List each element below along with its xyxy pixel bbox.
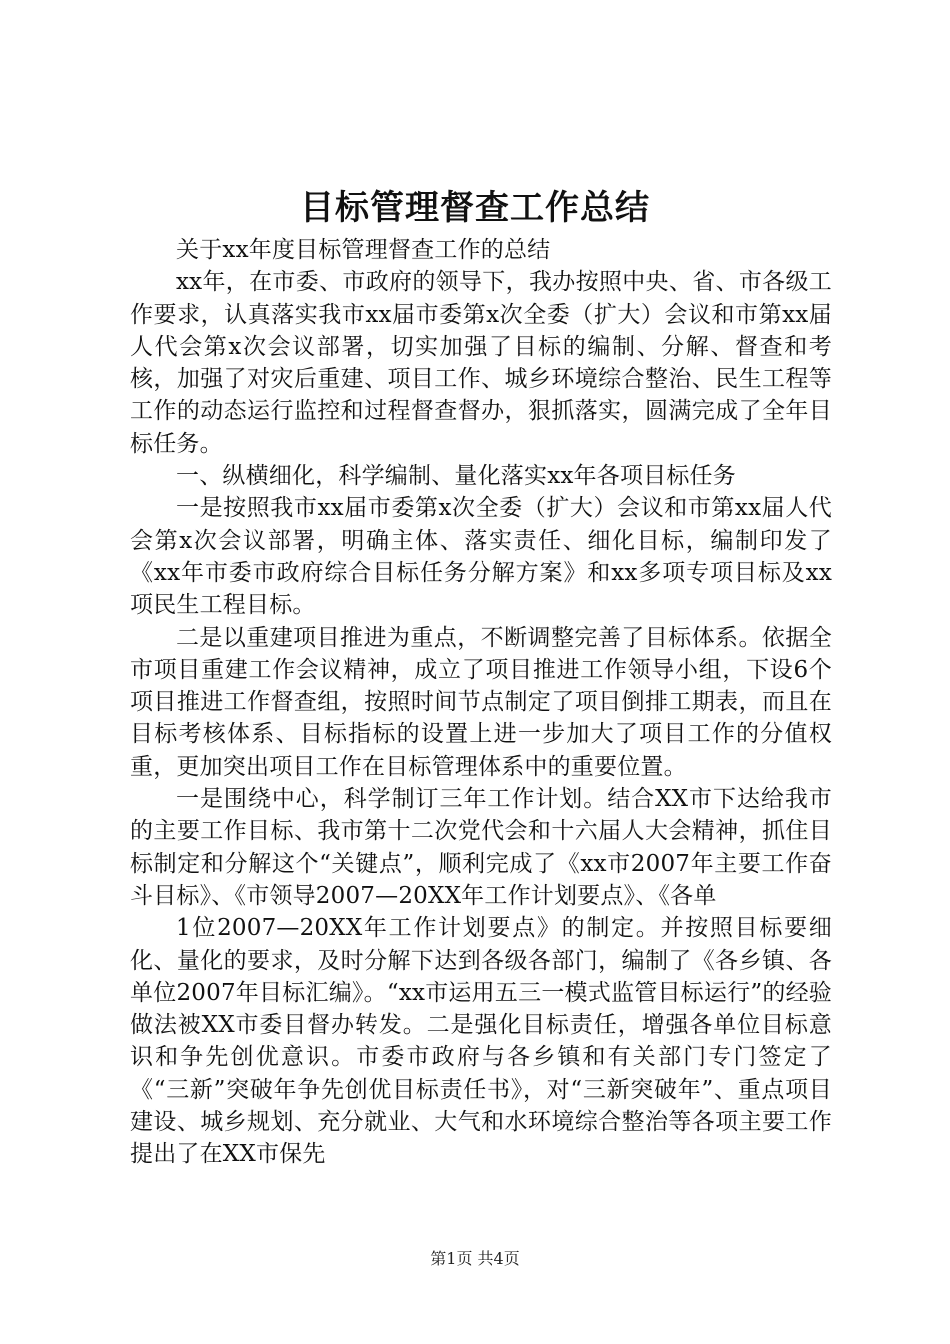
paragraph: 1位2007—20XX年工作计划要点》的制定。并按照目标要细化、量化的要求，及时分解下达到各级各部门，编制了《各乡镇、各单位2007年目标汇编》。“xx市运用五三一模式监管目标运行”的经验做法被XX市委目督办转发。二是强化目标责任，增强各单位目标意识和争先创优意识。市委市政府与各乡镇和有关部门专门签定了《“三新”突破年争先创优目标责任书》，对“三新突破年”、重点项目建设、城乡规划、充分就业、大气和水环境综合整治等各项主要工作提出了在XX市保先	[130, 915, 832, 1168]
paragraph: 二是以重建项目推进为重点，不断调整完善了目标体系。依据全市项目重建工作会议精神，成立了项目推进工作领导小组，下设6个项目推进工作督查组，按照时间节点制定了项目倒排工期表，而且在目标考核体系、目标指标的设置上进一步加大了项目工作的分值权重，更加突出项目工作在目标管理体系中的重要位置。	[130, 624, 832, 780]
page-number-footer: 第1页 共4页	[430, 1249, 520, 1268]
document-body	[130, 234, 832, 1171]
paragraph: 一是围绕中心，科学制订三年工作计划。结合XX市下达给我市的主要工作目标、我市第十二次党代会和十六届人大会精神，抓住目标制定和分解这个“关键点”，顺利完成了《xx市2007年主要工作奋斗目标》、《市领导2007—20XX年工作计划要点》、《各单	[130, 786, 832, 909]
paragraph-subtitle: 关于xx年度目标管理督查工作的总结	[176, 237, 551, 263]
paragraph: 一是按照我市xx届市委第x次全委（扩大）会议和市第xx届人代会第x次会议部署，明确主体、落实责任、细化目标，编制印发了《xx年市委市政府综合目标任务分解方案》和xx多项专项目标及xx项民生工程目标。	[130, 495, 832, 619]
section-heading-1: 一、纵横细化，科学编制、量化落实xx年各项目标任务	[176, 463, 736, 490]
paragraph-intro: xx年，在市委、市政府的领导下，我办按照中央、省、市各级工作要求，认真落实我市xx届市委第x次全委（扩大）会议和市第xx届人代会第x次会议部署，切实加强了目标的编制、分解、督查和考核，加强了对灾后重建、项目工作、城乡环境综合整治、民生工程等工作的动态运行监控和过程督查督办，狠抓落实，圆满完成了全年目标任务。	[130, 269, 832, 457]
document-title: 目标管理督查工作总结	[300, 188, 650, 228]
